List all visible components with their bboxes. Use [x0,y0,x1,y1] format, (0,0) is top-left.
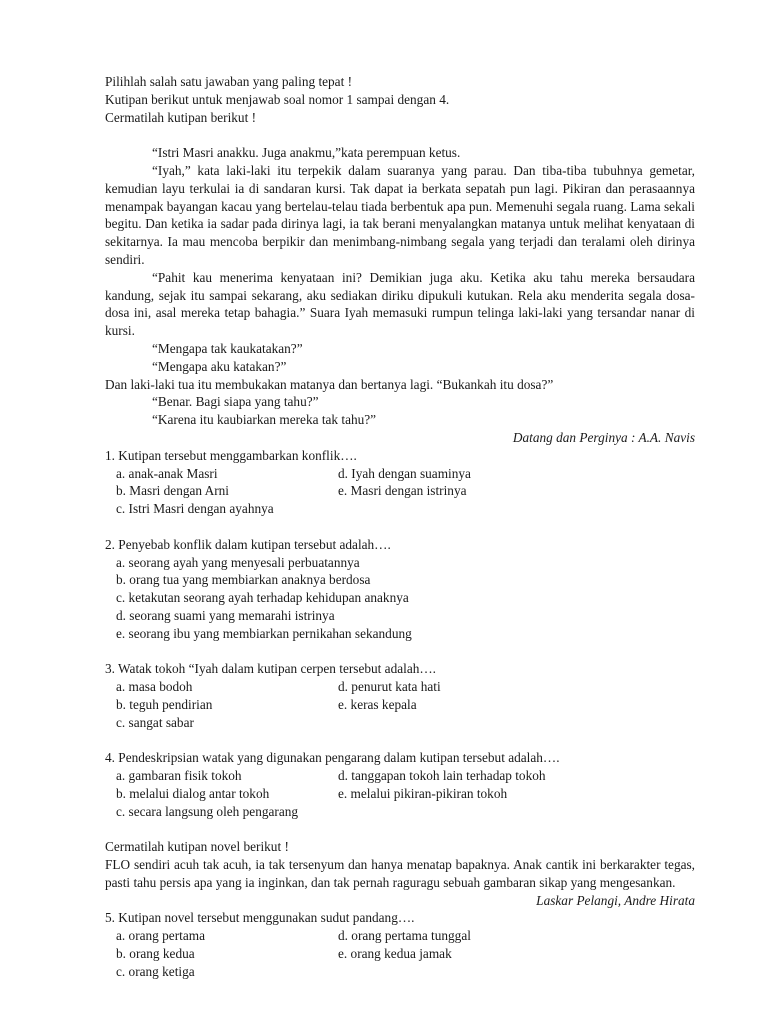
question-4-options [105,767,695,820]
option-e: e. orang kedua jamak [338,946,452,962]
option-a: a. masa bodoh [116,679,193,695]
question-2: 2. Penyebab konflik dalam kutipan tersebut adalah…. [105,536,391,552]
question-1: 1. Kutipan tersebut menggambarkan konflik…. [105,447,357,463]
option-b: b. melalui dialog antar tokoh [116,785,270,801]
dialogue-line: “Mengapa tak kaukatakan?” [152,340,303,356]
question-5-options [105,927,695,980]
question-1-options [105,465,695,518]
instruction-text: Pilihlah salah satu jawaban yang paling tepat ! [105,74,353,89]
document-content [105,73,695,981]
excerpt-line: Dan laki-laki tua itu membukakan matanya dan bertanya lagi. “Bukankah itu dosa?” [105,376,554,392]
option-e: e. seorang ibu yang membiarkan pernikahan sekandung [116,625,412,641]
option-d: d. tanggapan tokoh lain terhadap tokoh [338,768,546,784]
option-e: e. Masri dengan istrinya [338,483,467,499]
instruction-text: Cermatilah kutipan novel berikut ! [105,839,289,855]
option-c: c. Istri Masri dengan ayahnya [116,501,274,517]
option-a: a. anak-anak Masri [116,465,218,481]
option-c: c. secara langsung oleh pengarang [116,803,299,819]
option-d: d. orang pertama tunggal [338,928,471,944]
option-b: b. orang tua yang membiarkan anaknya berdosa [116,572,371,588]
excerpt-source: Datang dan Perginya : A.A. Navis [512,429,695,445]
option-e: e. melalui pikiran-pikiran tokoh [338,785,508,801]
novel-excerpt: FLO sendiri acuh tak acuh, ia tak tersenyum dan hanya menatap bapaknya. Anak cantik ini berkarakter tegas, pasti tahu persis apa yang ia inginkan, dan tak pernah raguragu sebuah gambaran sikap yang mengesankan. [105,857,695,890]
option-c: c. ketakutan seorang ayah terhadap kehidupan anaknya [116,590,409,606]
option-b: b. Masri dengan Arni [116,483,230,499]
option-b: b. teguh pendirian [116,696,213,712]
option-d: d. Iyah dengan suaminya [338,465,471,481]
instruction-text: Kutipan berikut untuk menjawab soal nomor 1 sampai dengan 4. [105,91,450,107]
question-3: 3. Watak tokoh “Iyah dalam kutipan cerpen tersebut adalah…. [105,661,436,677]
dialogue-line: “Istri Masri anakku. Juga anakmu,”kata perempuan ketus. [152,145,461,161]
dialogue-line: “Benar. Bagi siapa yang tahu?” [152,394,319,410]
option-a: a. seorang ayah yang menyesali perbuatannya [116,554,360,570]
question-4: 4. Pendeskripsian watak yang digunakan pengarang dalam kutipan tersebut adalah…. [105,750,560,766]
option-b: b. orang kedua [116,946,195,962]
option-a: a. gambaran fisik tokoh [116,768,242,784]
option-c: c. orang ketiga [116,963,195,979]
option-d: d. seorang suami yang memarahi istrinya [116,607,335,623]
excerpt-paragraph: “Iyah,” kata laki-laki itu terpekik dalam suaranya yang parau. Dan tiba-tiba tubuhnya gemetar, kemudian layu terkulai ia di sandaran kursi. Tak dapat ia berkata sepatah pun lagi. Pikiran dan perasaannya menampak bayangan kacau yang bertelau-telau tiada berbentuk apa pun. Memenuhi segala ruang. Lama sekali begitu. Dan ketika ia sadar pada dirinya lagi, ia tak berani menyalangkan matanya untuk melihat kenyataan di sekitarnya. Ia mau mencoba berpikir dan menimbang-nimbang segala yang terjadi dan teralami oleh dirinya sendiri. [105,162,695,267]
question-5: 5. Kutipan novel tersebut menggunakan sudut pandang…. [105,910,415,926]
option-a: a. orang pertama [116,928,205,944]
dialogue-line: “Karena itu kaubiarkan mereka tak tahu?” [152,412,377,428]
excerpt-source: Laskar Pelangi, Andre Hirata [536,892,695,908]
question-2-options [105,554,695,643]
option-c: c. sangat sabar [116,714,194,730]
excerpt-paragraph: “Pahit kau menerima kenyataan ini? Demikian juga aku. Ketika aku tahu mereka bersaudara kandung, sejak itu sampai sekarang, aku sediakan diriku dipukuli kutukan. Rela aku menderita segala dosa-dosa ini, asal mereka tetap bahagia.” Suara Iyah memasuki rumpun telinga laki-laki yang tersandar nanar di kursi. [105,269,695,339]
instruction-text: Cermatilah kutipan berikut ! [105,109,257,125]
dialogue-line: “Mengapa aku katakan?” [152,358,287,374]
question-3-options [105,678,695,731]
option-e: e. keras kepala [338,696,417,712]
option-d: d. penurut kata hati [338,679,441,695]
